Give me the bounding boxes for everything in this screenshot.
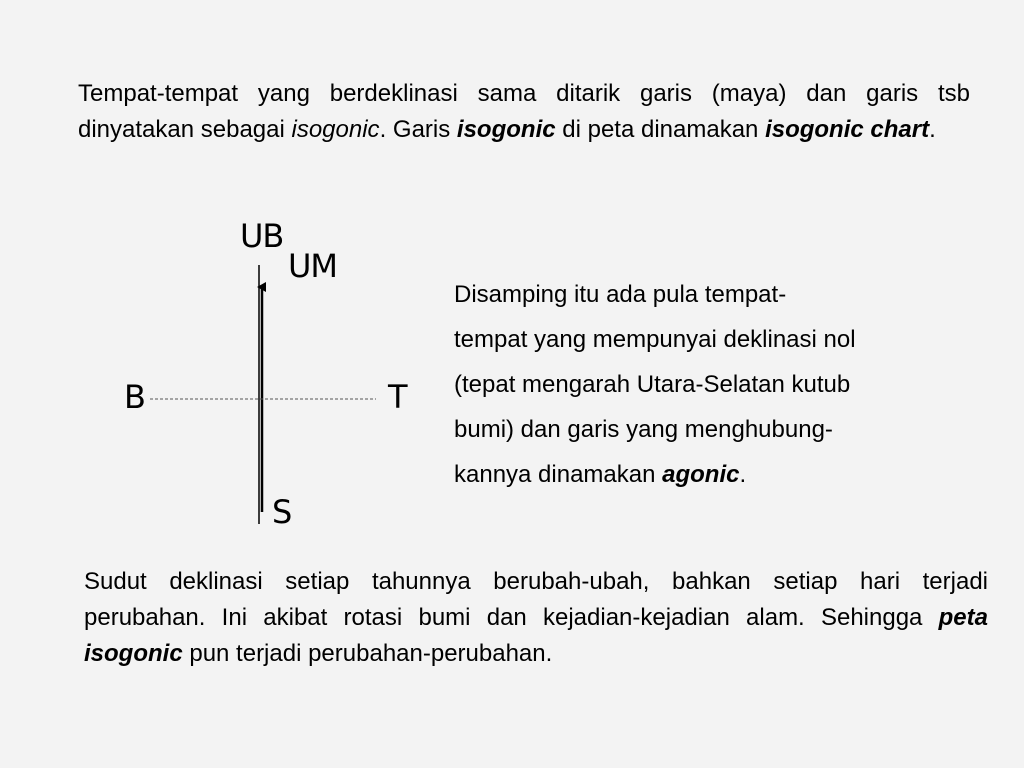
paragraph-isogonic-definition (78, 76, 970, 148)
label-north-true: UM (288, 247, 338, 285)
term-isogonic-chart: isogonic chart (765, 116, 930, 143)
text-segment: . (739, 461, 747, 488)
text-line: (tepat mengarah Utara-Selatan kutub (454, 371, 851, 398)
text-line-last (454, 452, 994, 497)
text-segment: kannya dinamakan (454, 461, 663, 488)
text-segment: . (929, 116, 936, 143)
text-segment: . Garis (379, 116, 457, 143)
term-isogonic-bold: isogonic (456, 116, 556, 143)
text-line: Disamping itu ada pula tempat- (454, 281, 787, 308)
text-segment: pun terjadi perubahan-perubahan. (182, 640, 553, 667)
text-segment: Tempat-tempat yang berdeklinasi sama ditarik garis (maya) dan garis tsb dinyatakan sebagai (78, 80, 970, 143)
paragraph-agonic-definition (454, 272, 994, 497)
label-north-magnetic: UB (240, 217, 284, 255)
text-line: bumi) dan garis yang menghubung- (454, 416, 833, 443)
label-south: S (272, 493, 292, 531)
term-agonic: agonic (662, 461, 740, 488)
term-peta-isogonic: peta isogonic (84, 604, 988, 667)
label-east: T (388, 378, 407, 416)
text-segment: di peta dinamakan (555, 116, 766, 143)
text-segment: Sudut deklinasi setiap tahunnya berubah-ubah, bahkan setiap hari terjadi perubahan. Ini akibat rotasi bumi dan kejadian-kejadian alam. Sehingga (84, 568, 988, 631)
term-isogonic-italic: isogonic (291, 116, 380, 143)
text-line: tempat yang mempunyai deklinasi nol (454, 326, 856, 353)
label-west: B (124, 378, 145, 416)
paragraph-declination-change (84, 564, 988, 672)
